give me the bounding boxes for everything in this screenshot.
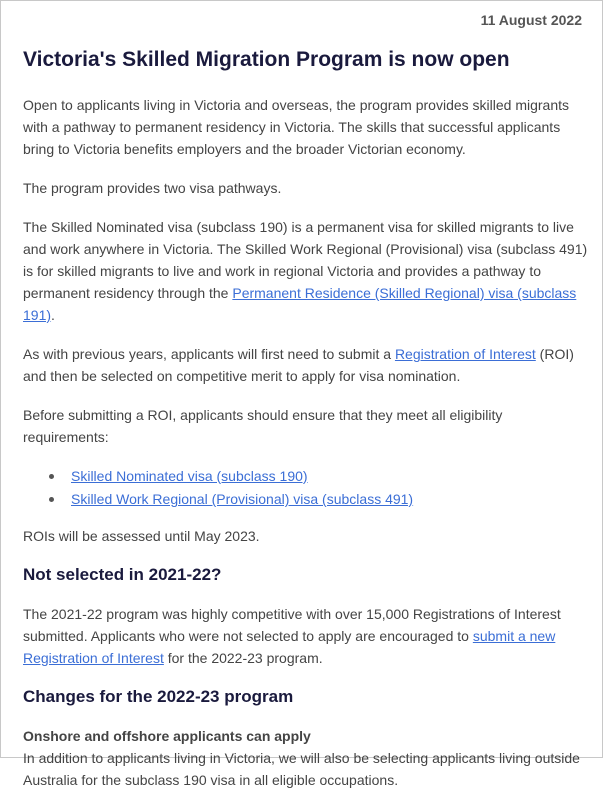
- eligibility-link-list: [23, 465, 588, 510]
- changes-text: In addition to applicants living in Victoria, we will also be selecting applicants living outside Australia for the subclass 190 visa in all eligible occupations.: [23, 750, 580, 788]
- visa-description-end: .: [51, 307, 55, 323]
- submit-new-roi-link[interactable]: submit a new Registration of Interest: [23, 628, 556, 666]
- list-item: [49, 465, 588, 487]
- bullet-icon: [49, 474, 54, 479]
- email-content: [23, 47, 588, 808]
- bullet-icon: [49, 497, 54, 502]
- subclass-491-link[interactable]: Skilled Work Regional (Provisional) visa (subclass 491): [71, 491, 414, 507]
- visa-description-paragraph: [23, 216, 588, 326]
- subclass-190-link[interactable]: Skilled Nominated visa (subclass 190): [71, 468, 308, 484]
- section-heading-not-selected: Not selected in 2021-22?: [23, 565, 222, 584]
- changes-subheading: Onshore and offshore applicants can apply: [23, 728, 311, 744]
- email-date: 11 August 2022: [480, 12, 582, 28]
- changes-paragraph: [23, 725, 588, 791]
- roi-text-end: (ROI) and then be selected on competitive merit to apply for visa nomination.: [23, 346, 574, 384]
- permanent-residence-191-link[interactable]: Permanent Residence (Skilled Regional) visa (subclass 191): [23, 285, 577, 323]
- intro-paragraph: Open to applicants living in Victoria and overseas, the program provides skilled migrants with a pathway to permanent residency in Victoria. The skills that successful applicants bring to Victoria benefits employers and the broader Victorian economy.: [23, 97, 570, 157]
- section-heading-changes: Changes for the 2022-23 program: [23, 687, 294, 706]
- not-selected-paragraph: [23, 603, 588, 669]
- eligibility-paragraph: Before submitting a ROI, applicants should ensure that they meet all eligibility requirements:: [23, 407, 503, 445]
- list-item: [49, 488, 588, 510]
- not-selected-text-end: for the 2022-23 program.: [163, 650, 323, 666]
- visa-description-text: The Skilled Nominated visa (subclass 190) is a permanent visa for skilled migrants to live and work anywhere in Victoria. The Skilled Work Regional (Provisional) visa (subclass 491) is for skilled migrants to live and work in regional Victoria and provides a pathway to permanent residency through the: [23, 219, 588, 301]
- registration-of-interest-link[interactable]: Registration of Interest: [394, 346, 536, 362]
- not-selected-text: The 2021-22 program was highly competitive with over 15,000 Registrations of Interest submitted. Applicants who were not selected to apply are encouraged to: [23, 606, 561, 644]
- assessed-paragraph: ROIs will be assessed until May 2023.: [23, 528, 260, 544]
- roi-paragraph: [23, 343, 588, 387]
- pathways-paragraph: The program provides two visa pathways.: [23, 180, 282, 196]
- email-title: Victoria's Skilled Migration Program is now open: [23, 48, 510, 71]
- roi-text-start: As with previous years, applicants will first need to submit a: [23, 346, 395, 362]
